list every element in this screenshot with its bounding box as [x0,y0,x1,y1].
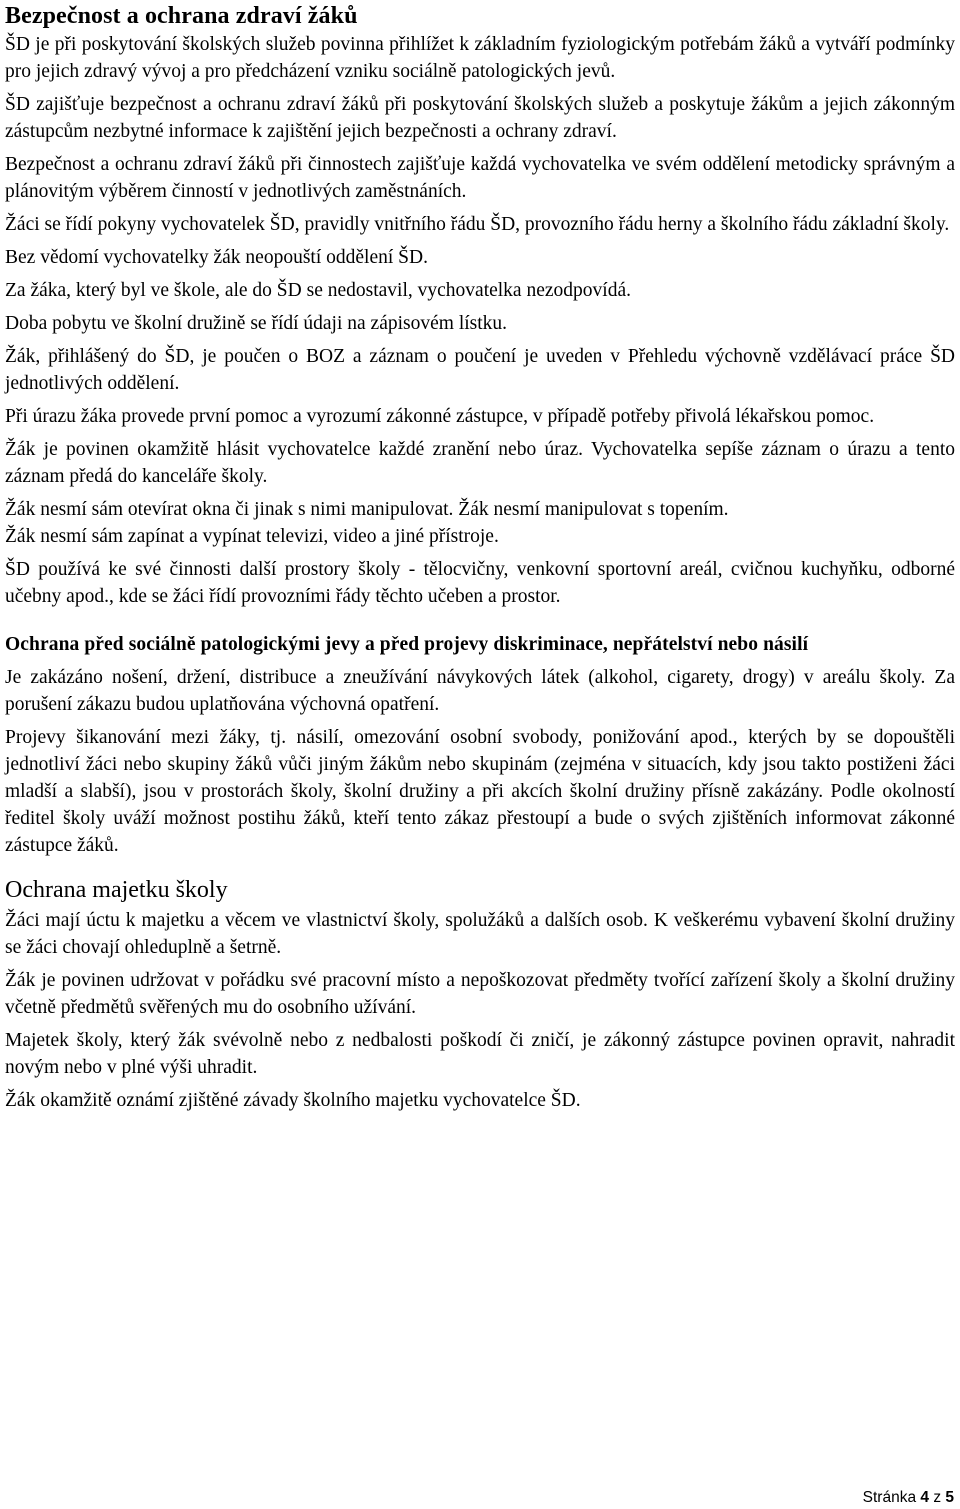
page-number: 4 [920,1489,929,1506]
paragraph: Žák nesmí sám zapínat a vypínat televizi, video a jiné přístroje. [5,526,499,547]
paragraph: Majetek školy, který žák svévolně nebo z nedbalosti poškodí či zničí, je zákonný zástupce povinen opravit, nahradit novým nebo v plné výši uhradit. [5,1030,955,1078]
paragraph: Projevy šikanování mezi žáky, tj. násilí, omezování osobní svobody, ponižování apod., kterých by se dopouštěli jednotliví žáci nebo skupiny žáků vůči jiným žákům nebo skupinám (zejména v situacích, kdy jsou takto postiženi žáci mladší a slabší), jsou v prostorách školy, školní družiny a při akcích školní družiny přísně zakázány. Podle okolností ředitel školy uváží možnost postihu žáků, kteří tento zákaz přestoupí a bude o svých zjištěních informovat zákonné zástupce žáků. [5,727,955,856]
paragraph: Žáci se řídí pokyny vychovatelek ŠD, pravidly vnitřního řádu ŠD, provozního řádu herny a školního řádu základní školy. [5,214,950,235]
paragraph: Za žáka, který byl ve škole, ale do ŠD se nedostavil, vychovatelka nezodpovídá. [5,280,631,301]
paragraph: Je zakázáno nošení, držení, distribuce a zneužívání návykových látek (alkohol, cigarety, drogy) v areálu školy. Za porušení zákazu budou uplatňována výchovná opatření. [5,667,955,715]
paragraph: Žák je povinen udržovat v pořádku své pracovní místo a nepoškozovat předměty tvořící zařízení školy a školní družiny včetně předmětů svěřených mu do osobního užívání. [5,970,955,1018]
paragraph: Při úrazu žáka provede první pomoc a vyrozumí zákonné zástupce, v případě potřeby přivolá lékařskou pomoc. [5,406,875,427]
section-title-social-pathology: Ochrana před sociálně patologickými jevy a před projevy diskriminace, nepřátelství nebo násilí [5,634,809,655]
paragraph: ŠD používá ke své činnosti další prostory školy - tělocvičny, venkovní sportovní areál, cvičnou kuchyňku, odborné učebny apod., kde se žáci řídí provozními řády těchto učeben a prostor. [5,559,955,607]
paragraph: Žák, přihlášený do ŠD, je poučen o BOZ a záznam o poučení je uveden v Přehledu výchovně vzdělávací práce ŠD jednotlivých oddělení. [5,346,955,394]
page-label: Stránka [862,1489,917,1506]
paragraph: Žáci mají úctu k majetku a věcem ve vlastnictví školy, spolužáků a dalších osob. K veškerému vybavení školní družiny se žáci chovají ohleduplně a šetrně. [5,910,955,958]
paragraph: Bezpečnost a ochranu zdraví žáků při činnostech zajišťuje každá vychovatelka ve svém oddělení metodicky správným a plánovitým výběrem činností v jednotlivých zaměstnáních. [5,154,955,202]
section-safety [5,0,955,610]
page-total: 5 [945,1489,954,1506]
page-footer [863,1488,954,1508]
page-separator: z [933,1489,942,1506]
section-title-property: Ochrana majetku školy [5,877,228,903]
paragraph: Doba pobytu ve školní družině se řídí údaji na zápisovém lístku. [5,313,508,334]
section-title-safety: Bezpečnost a ochrana zdraví žáků [5,3,358,29]
paragraph: ŠD zajišťuje bezpečnost a ochranu zdraví žáků při poskytování školských služeb a poskytuje žákům a jejich zákonným zástupcům nezbytné informace k zajištění jejich bezpečnosti a ochrany zdraví. [5,94,955,142]
section-property [5,875,955,1114]
paragraph: Žák je povinen okamžitě hlásit vychovatelce každé zranění nebo úraz. Vychovatelka sepíše záznam o úrazu a tento záznam předá do kanceláře školy. [5,439,955,487]
paragraph: Bez vědomí vychovatelky žák neopouští oddělení ŠD. [5,247,428,268]
document-page [5,0,955,1123]
paragraph: Žák okamžitě oznámí zjištěné závady školního majetku vychovatelce ŠD. [5,1090,581,1111]
section-social-pathology [5,631,955,859]
paragraph: ŠD je při poskytování školských služeb povinna přihlížet k základním fyziologickým potřebám žáků a vytváří podmínky pro jejich zdravý vývoj a pro předcházení vzniku sociálně patologických jevů. [5,34,955,82]
paragraph: Žák nesmí sám otevírat okna či jinak s nimi manipulovat. Žák nesmí manipulovat s topením. [5,499,729,520]
